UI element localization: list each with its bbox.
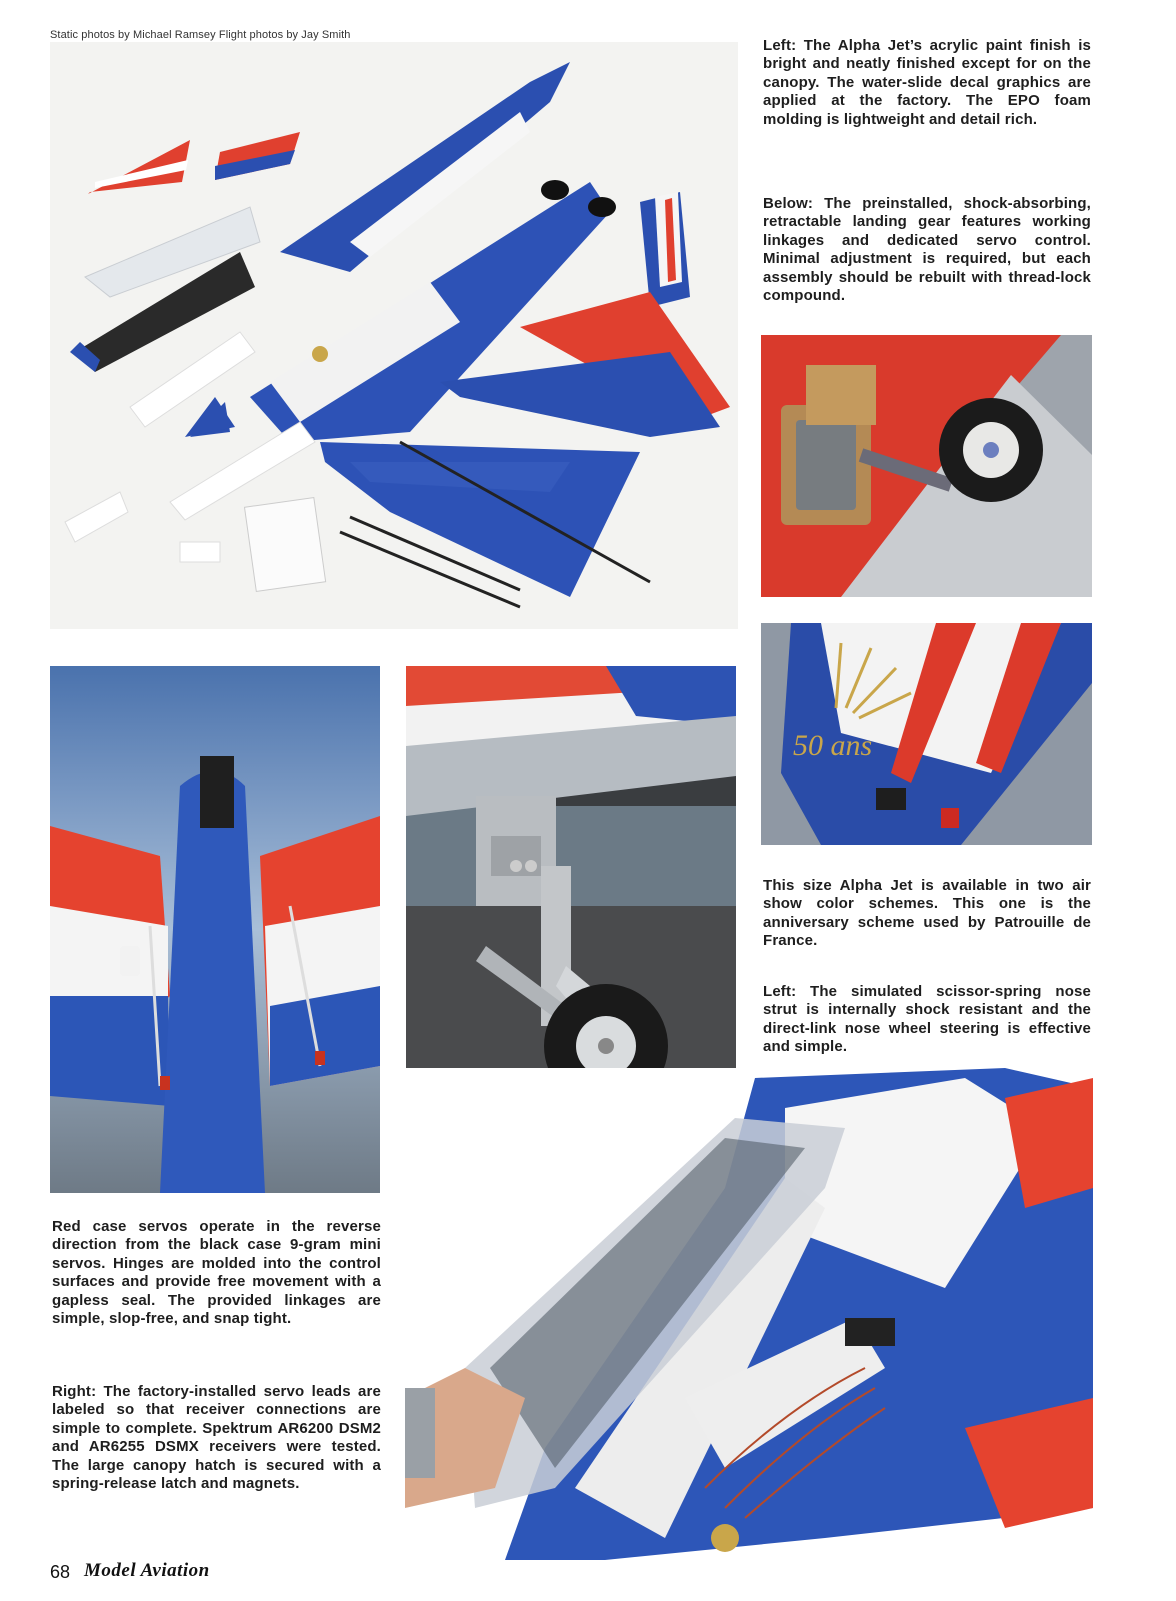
magazine-name: Model Aviation	[84, 1560, 210, 1581]
tail-decal-photo	[761, 623, 1092, 845]
caption-servos: Red case servos operate in the reverse direction from the black case 9-gram mini servos. Hinges are molded into the control surfaces and provide free movement with a gapless seal. The provided linkages are simple, slop-free, and snap tight.	[52, 1218, 381, 1328]
page-number: 68	[50, 1562, 71, 1582]
caption-servo-leads: Right: The factory-installed servo leads are labeled so that receiver connections are simple to complete. Spektrum AR6200 DSM2 and AR6255 DSMX receivers were tested. The large canopy hatch is secured with a spring-release latch and magnets.	[52, 1383, 381, 1493]
photo-credit: Static photos by Michael Ramsey Flight photos by Jay Smith	[50, 29, 351, 41]
tail-decal-text: 50 ans	[793, 729, 873, 762]
caption-nose-strut: Left: The simulated scissor-spring nose strut is internally shock resistant and the direct-link nose wheel steering is effective and simple.	[763, 983, 1091, 1056]
kit-parts-photo	[50, 42, 738, 629]
landing-gear-photo	[761, 335, 1092, 597]
caption-landing-gear: Below: The preinstalled, shock-absorbing, retractable landing gear features working linkages and dedicated servo control. Minimal adjustment is required, but each assembly should be rebuilt with thread-lock compound.	[763, 195, 1091, 305]
caption-acrylic-finish: Left: The Alpha Jet’s acrylic paint finish is bright and neatly finished except for on the canopy. The water-slide decal graphics are applied at the factory. The EPO foam molding is lightweight and detail rich.	[763, 37, 1091, 128]
nose-strut-photo	[406, 666, 736, 1122]
caption-color-schemes: This size Alpha Jet is available in two air show color schemes. This one is the anniversary scheme used by Patrouille de France.	[763, 877, 1091, 950]
canopy-hatch-photo	[405, 1068, 1093, 1560]
tail-servos-photo	[50, 666, 380, 1193]
